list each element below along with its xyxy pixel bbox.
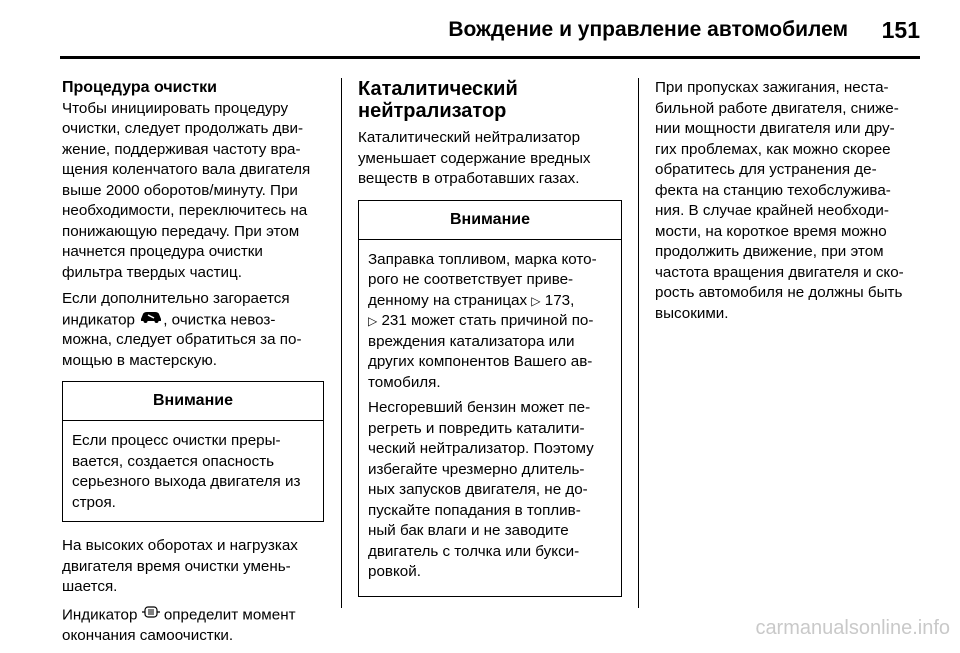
heading-cleaning-procedure: Процедура очистки [62, 79, 218, 96]
paragraph: Индикатор определит момент окончания самоочистки. [62, 604, 324, 647]
page-reference-icon[interactable]: ▷ [531, 293, 541, 308]
column-divider [341, 78, 342, 608]
warning-body: Если процесс очистки преры- вается, создается опасность серьезного выхода двигателя из строя. [72, 432, 301, 511]
paragraph: Если дополнительно загорается индикатор , очистка невоз- можна, следует обратиться за по- мощью в мастерскую. [62, 290, 302, 369]
particulate-filter-icon [142, 604, 160, 627]
column-left [62, 78, 324, 653]
watermark: carmanualsonline.info [755, 617, 950, 639]
heading-catalytic-converter: Каталитический нейтрализатор [358, 78, 518, 122]
warning-body: Заправка топливом, марка кото- рого не соответствует приве- денному на страницах ▷ 173, ▷ 231 может стать причиной по- вреждения катализатора или других компонентов Вашего ав- томобиля. Несгоревший бензин может пе- регреть и повредить каталити- ческий нейтрализатор. Поэтому избегайте чрезмерно длитель- ных запусков двигателя, не до- пускайте попадания в топлив- ный бак влаги и не заводите двигатель с толчка или букси- ровкой. [368, 250, 597, 580]
paragraph: Каталитический нейтрализатор уменьшает содержание вредных веществ в отработавших газах. [358, 129, 591, 187]
paragraph: Чтобы инициировать процедуру очистки, следует продолжать дви- жение, поддерживая частоту вра- щения коленчатого вала двигателя выше 2000 оборотов/минуту. При необходимости, переключитесь на понижающую передачу. При этом начнется процедура очистки фильтра твердых частиц. [62, 99, 311, 281]
paragraph: На высоких оборотах и нагрузках двигателя время очистки умень- шается. [62, 537, 298, 596]
column-right [655, 78, 923, 330]
warning-title: Внимание [359, 201, 621, 240]
warning-title: Внимание [63, 382, 323, 421]
page-link-173[interactable]: 173, [544, 291, 575, 309]
column-middle [358, 78, 622, 611]
header-rule [60, 56, 920, 59]
page-reference-icon[interactable]: ▷ [368, 314, 378, 328]
paragraph: При пропусках зажигания, неста- бильной работе двигателя, сниже- нии мощности двигателя или дру- гих проблемах, как можно скорее обратитесь для устранения де- фекта на станцию техобслужива- ния. В случае крайней необходи- мости, на короткое время можно продолжить движение, при этом частота вращения двигателя и ско- рость автомобиля не должны быть высокими. [655, 79, 904, 322]
car-wrench-icon [139, 310, 163, 331]
column-divider [638, 78, 639, 608]
page-header [0, 0, 960, 60]
section-title: Вождение и управление автомобилем [448, 18, 848, 41]
warning-box [358, 200, 622, 597]
warning-box [62, 381, 324, 522]
page-number: 151 [881, 17, 920, 43]
